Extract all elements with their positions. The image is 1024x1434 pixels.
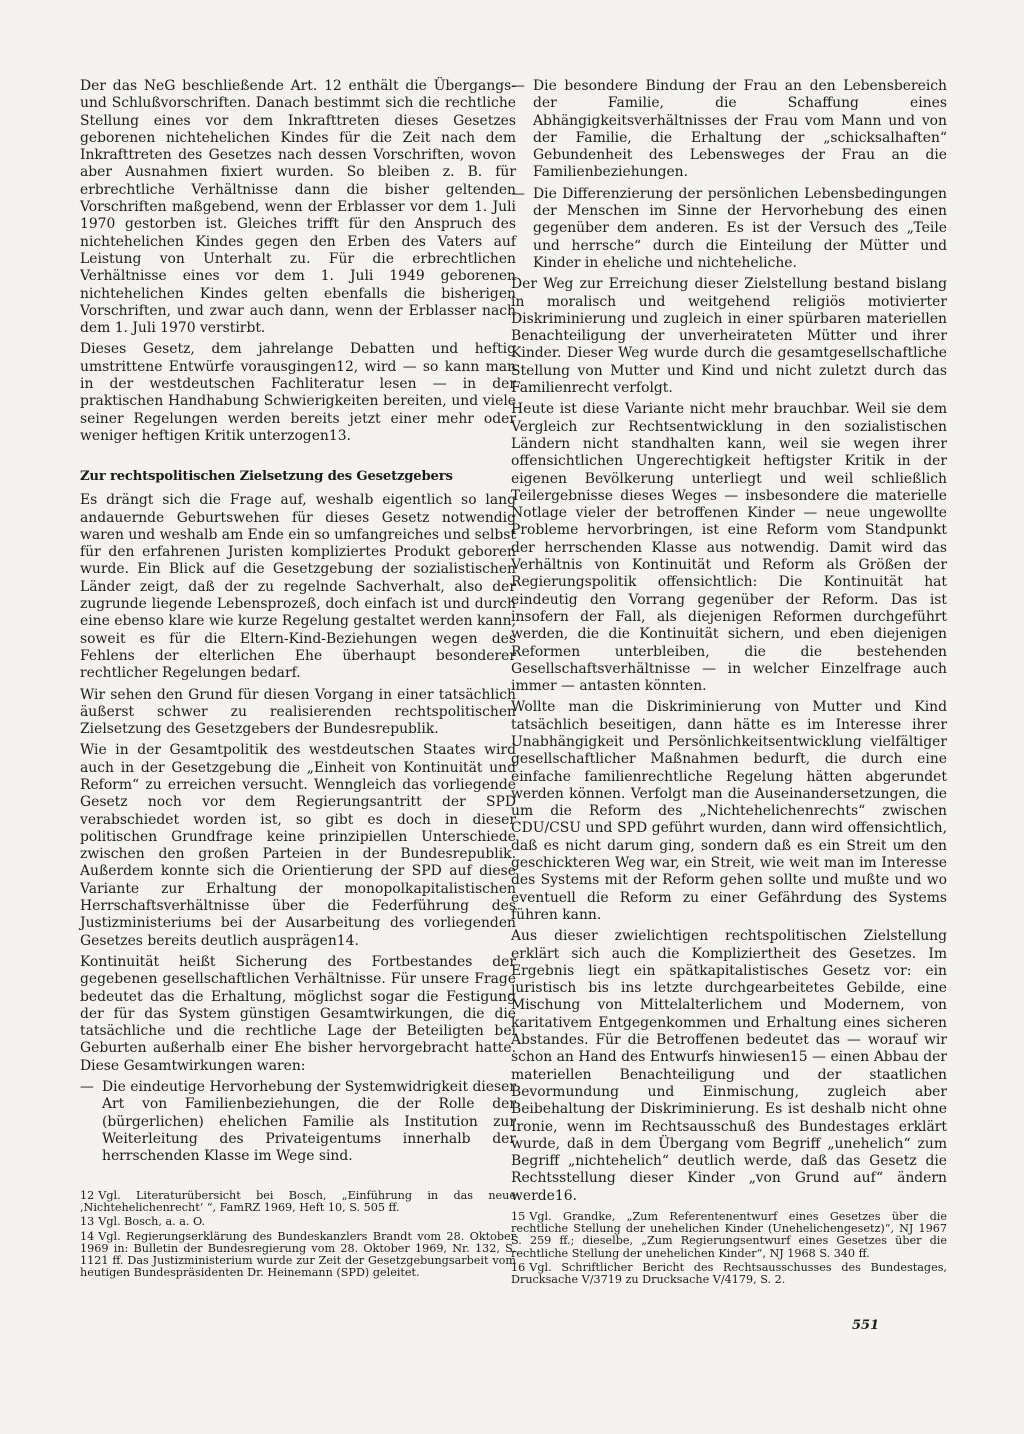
footnote — [80, 1231, 516, 1280]
footnote — [511, 1262, 947, 1286]
right-column — [511, 78, 947, 1209]
footnote-text: Vgl. Bosch, a. a. O. — [98, 1215, 206, 1229]
footnotes-left — [80, 1190, 516, 1281]
section-heading: Zur rechtspolitischen Zielsetzung des Gesetzgebers — [80, 469, 453, 485]
footnote-number: 12 — [80, 1189, 95, 1202]
paragraph: Wollte man die Diskriminierung von Mutter und Kind tatsächlich beseitigen, dann hätte es im Interesse ihrer Unabhängigkeit und Persönlichkeitsentwicklung vielfältiger gesellschaftlicher Maßnahmen bedurft, die durch eine einfache familienrechtliche Regelung hätten abgerundet werden können. Verfolgt man die Auseinandersetzungen, die um die Reform des „Nichtehelichenrechts“ zwischen CDU/CSU und SPD geführt wurden, dann wird offensichtlich, daß es nicht darum ging, sondern daß es ein Streit um den geschickteren Weg war, ein Streit, wie weit man im Interesse des Systems mit der Reform gehen sollte und mußte und wo eventuell die Reform zu einer Gefährdung des Systems führen kann. — [511, 699, 947, 923]
paragraph: Dieses Gesetz, dem jahrelange Debatten und heftig umstrittene Entwürfe vorausgingen12, wird — so kann man in der westdeutschen Fachliteratur lesen — in der praktischen Handhabung Schwierigkeiten bereiten, und viele seiner Regelungen werden bereits jetzt einer mehr oder weniger heftigen Kritik unterzogen13. — [80, 341, 516, 444]
paragraph: Wie in der Gesamtpolitik des westdeutschen Staates wird auch in der Gesetzgebung die „Einheit von Kontinuität und Reform“ zu erreichen versucht. Wenngleich das vorliegende Gesetz noch vor dem Regierungsantritt der SPD verabschiedet worden ist, so gibt es doch in dieser politischen Grundfrage keine prinzipiellen Unterschiede zwischen den großen Parteien in der Bundesrepublik. Außerdem konnte sich die Orientierung der SPD auf diese Variante zur Erhaltung der monopolkapitalistischen Herrschaftsverhältnisse über die Federführung des Justizministeriums bei der Ausarbeitung des vorliegenden Gesetzes bereits deutlich ausprägen14. — [80, 742, 516, 949]
footnote-text: Vgl. Literaturübersicht bei Bosch, „Einführung in das neue ‚Nichtehelichenrecht‘ “, FamRZ 1969, Heft 10, S. 505 ff. — [80, 1189, 516, 1215]
footnotes-right — [511, 1211, 947, 1288]
footnote-text: Vgl. Regierungserklärung des Bundeskanzlers Brandt vom 28. Oktober 1969 in: Bulletin der Bundesregierung vom 28. Oktober 1969, Nr. 132, S. 1121 ff. Das Justizministerium wurde zur Zeit der Gesetzgebungsarbeit vom heutigen Bundespräsidenten Dr. Heinemann (SPD) geleitet. — [80, 1229, 516, 1280]
footnote-number: 16 — [511, 1260, 526, 1274]
paragraph: Der das NeG beschließende Art. 12 enthält die Übergangs- und Schlußvorschriften. Danach bestimmt sich die rechtliche Stellung eines vor dem Inkrafttreten dieses Gesetzes geborenen nichtehelichen Kindes für die Zeit nach dem Inkrafttreten des Gesetzes nach dessen Vorschriften, wovon aber Ausnahmen fixiert wurden. So bleiben z. B. für erbrechtliche Verhältnisse dann die bisher geltenden Vorschriften maßgebend, wenn der Erblasser vor dem 1. Juli 1970 gestorben ist. Gleiches trifft für den Anspruch des nichtehelichen Kindes gegen den Erben des Vaters auf Leistung von Unterhalt zu. Für die erbrechtlichen Verhältnisse eines vor dem 1. Juli 1949 geborenen nichtehelichen Kindes gelten ebenfalls die bisherigen Vorschriften, und zwar auch dann, wenn der Erblasser nach dem 1. Juli 1970 verstirbt. — [80, 78, 516, 337]
paragraph: Kontinuität heißt Sicherung des Fortbestandes der gegebenen gesellschaftlichen Verhältnisse. Für unsere Frage bedeutet das die Erhaltung, möglichst sogar die Festigung der für das System günstigen Gesamtwirkungen, die die tatsächliche und die rechtliche Lage der Beteiligten bei Geburten außerhalb einer Ehe bisher hervorgebracht hatte. Diese Gesamtwirkungen waren: — [80, 953, 516, 1074]
paragraph: Heute ist diese Variante nicht mehr brauchbar. Weil sie dem Vergleich zur Rechtsentwicklung in den sozialistischen Ländern nicht standhalten kann, weil sie wegen ihrer offensichtlichen Ungerechtigkeit heftigster Kritik in der eigenen Bevölkerung unterliegt und weil schließlich Teilergebnisse dieses Weges — insbesondere die materielle Notlage vieler der betroffenen Kinder — neue ungewollte Probleme hervorbringen, ist eine Reform vom Standpunkt der herrschenden Klasse aus notwendig. Damit wird das Verhältnis von Kontinuität und Reform als Größen der Regierungspolitik offensichtlich: Die Kontinuität hat eindeutig den Vorrang gegenüber der Reform. Das ist insofern der Fall, als diejenigen Reformen durchgeführt werden, die die Kontinuität sichern, und eben diejenigen Reformen unterbleiben, die die bestehenden Gesellschaftsverhältnisse — in welcher Einzelfrage auch immer — antasten könnten. — [511, 401, 947, 695]
footnote-number: 14 — [80, 1229, 95, 1243]
footnote-number: 13 — [80, 1215, 95, 1229]
paragraph: Es drängt sich die Frage auf, weshalb eigentlich so lang andauernde Geburtswehen für dieses Gesetz notwendig waren und weshalb am Ende ein so umfangreiches und selbst für den erfahrenen Juristen kompliziertes Produkt geboren wurde. Ein Blick auf die Gesetzgebung der sozialistischen Länder zeigt, daß der zu regelnde Sachverhalt, also der zugrunde liegende Lebensprozeß, doch einfach ist und durch eine ebenso klare wie kurze Regelung gestaltet werden kann, soweit es für die Eltern-Kind-Beziehungen wegen des Fehlens der elterlichen Ehe überhaupt besonderer rechtlicher Regelungen bedarf. — [80, 492, 516, 682]
list-item: — Die eindeutige Hervorhebung der Systemwidrigkeit dieser Art von Familienbeziehungen, die der Rolle der (bürgerlichen) ehelichen Familie als Institution zur Weiterleitung des Privateigentums innerhalb der herrschenden Klasse im Wege sind. — [80, 1079, 516, 1165]
footnote — [511, 1211, 947, 1260]
footnote — [80, 1190, 516, 1214]
list-item: — Die besondere Bindung der Frau an den Lebensbereich der Familie, die Schaffung eines Abhängigkeitsverhältnisses der Frau vom Mann und von der Familie, die Erhaltung der „schicksalhaften“ Gebundenheit des Lebensweges der Frau an die Familienbeziehungen. — [511, 78, 947, 182]
list-item: — Die Differenzierung der persönlichen Lebensbedingungen der Menschen im Sinne der Hervorhebung des einen gegenüber dem anderen. Es ist der Versuch des „Teile und herrsche“ durch die Einteilung der Mütter und Kinder in eheliche und nichteheliche. — [511, 186, 947, 272]
paragraph: Wir sehen den Grund für diesen Vorgang in einer tatsächlich äußerst schwer zu realisierenden rechtspolitischen Zielsetzung des Gesetzgebers der Bundesrepublik. — [80, 686, 516, 738]
page-number: 551 — [852, 1318, 880, 1333]
left-column — [80, 78, 516, 1170]
footnote-text: Vgl. Grandke, „Zum Referentenentwurf eines Gesetzes über die rechtliche Stellung der unehelichen Kinder (Unehelichengesetz)“, NJ 1967 S. 259 ff.; dieselbe, „Zum Regierungsentwurf eines Gesetzes über die rechtliche Stellung der unehelichen Kinder“, NJ 1968 S. 340 ff. — [511, 1210, 947, 1260]
footnote — [80, 1216, 516, 1228]
paragraph: Der Weg zur Erreichung dieser Zielstellung bestand bislang in moralisch und weitgehend religiös motivierter Diskriminierung und zugleich in einer spürbaren materiellen Benachteiligung der unverheirateten Mütter und ihrer Kinder. Dieser Weg wurde durch die gesamtgesellschaftliche Stellung von Mutter und Kind und nicht zuletzt durch das Familienrecht verfolgt. — [511, 276, 947, 397]
footnote-number: 15 — [511, 1210, 526, 1223]
dash-list — [80, 1079, 516, 1165]
paragraph: Aus dieser zwielichtigen rechtspolitischen Zielstellung erklärt sich auch die Kompliziertheit des Gesetzes. Im Ergebnis liegt ein spätkapitalistisches Gesetz vor: ein juristisch bis ins letzte durchgearbeitetes Gebilde, eine Mischung von Mittelalterlichem und Modernem, von karitativem Entgegenkommen und Erhaltung eines sicheren Abstandes. Für die Betroffenen bedeutet das — worauf wir schon an Hand des Entwurfs hinwiesen15 — einen Abbau der materiellen Benachteiligung und der staatlichen Bevormundung und Einmischung, zugleich aber Beibehaltung der Diskriminierung. Es ist deshalb nicht ohne Ironie, wenn im Rechtsausschuß des Bundestages erklärt wurde, daß in dem Übergang vom Begriff „unehelich“ zum Begriff „nichtehelich“ deutlich werde, daß das Gesetz die Rechtsstellung dieser Kinder „von Grund auf“ ändern werde16. — [511, 928, 947, 1204]
footnote-text: Vgl. Schriftlicher Bericht des Rechtsausschusses des Bundestages, Drucksache V/3719 zu Drucksache V/4179, S. 2. — [511, 1260, 947, 1287]
dash-list — [511, 78, 947, 272]
